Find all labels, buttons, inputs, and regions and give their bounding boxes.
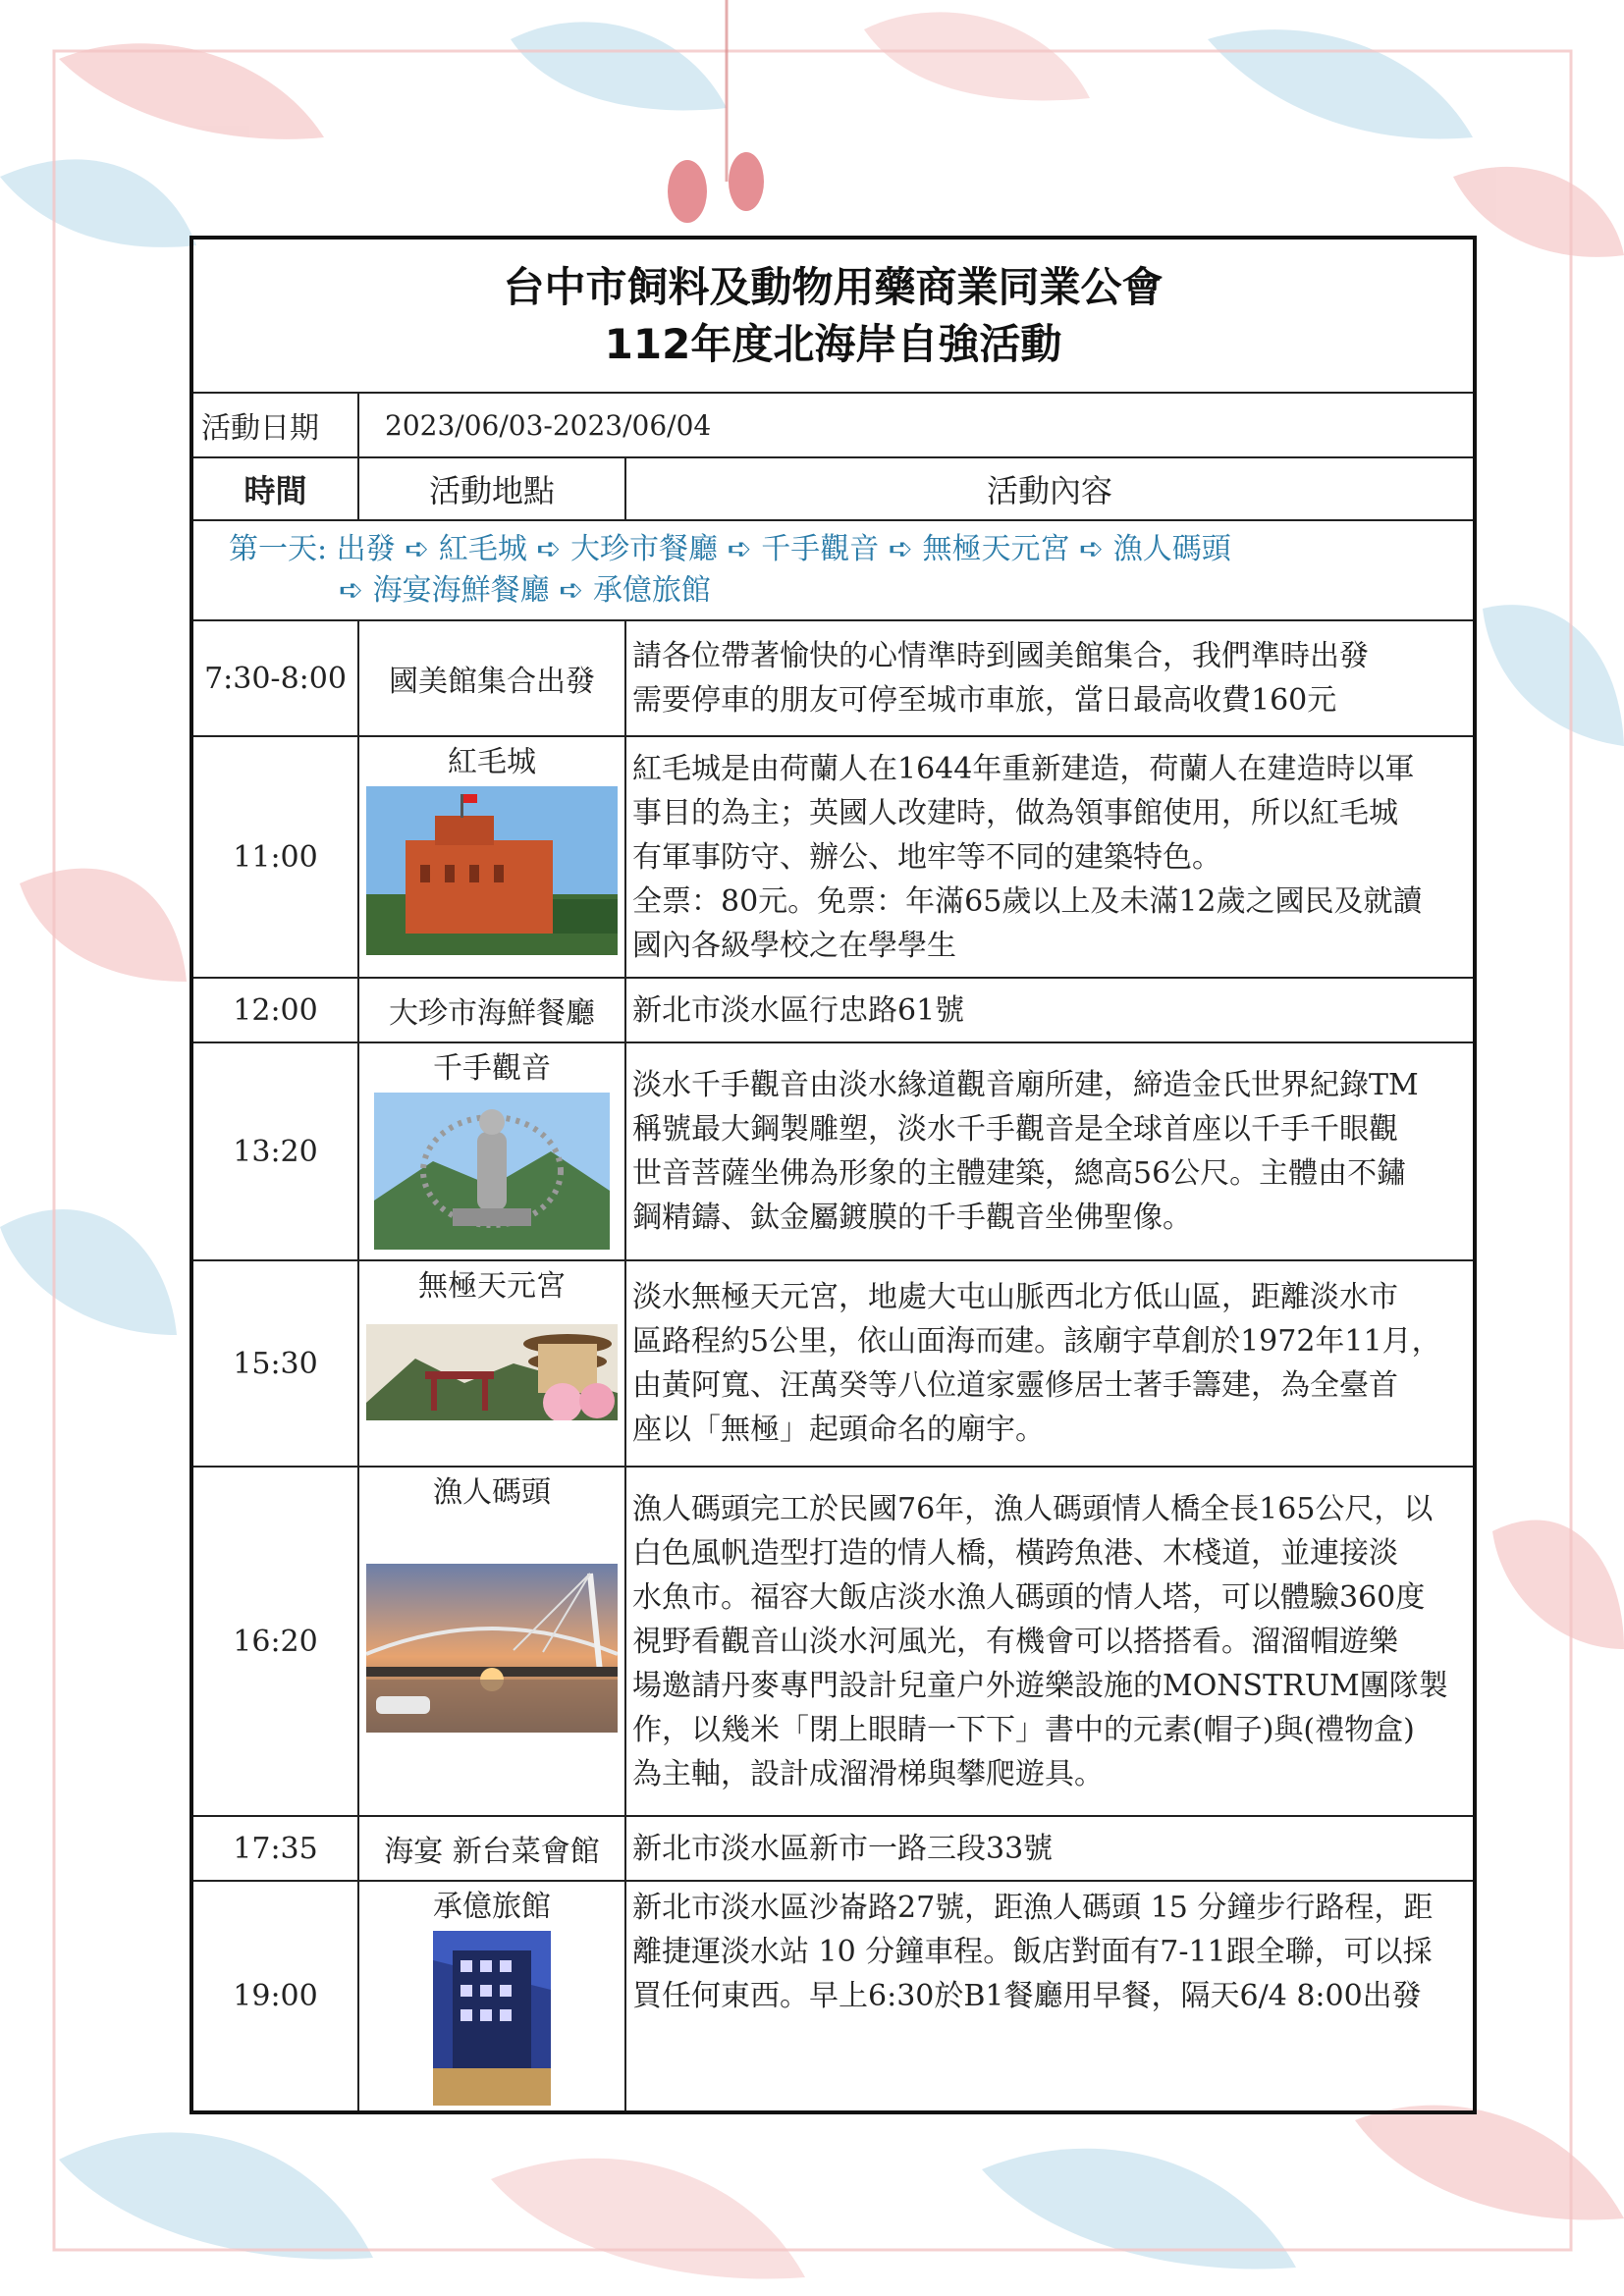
content-line: 為主軸，設計成溜滑梯與攀爬遊具。 [632, 1756, 1104, 1791]
row-time: 19:00 [191, 1881, 358, 2112]
date-value: 2023/06/03-2023/06/04 [358, 393, 1475, 457]
content-line: 新北市淡水區新市一路三段33號 [632, 1831, 1054, 1866]
row-place: 千手觀音 [433, 1051, 551, 1086]
temple-photo [366, 1324, 618, 1420]
content-line: 國內各級學校之在學學生 [632, 928, 956, 963]
table-row [191, 1881, 1475, 2112]
row-content [625, 1816, 1475, 1881]
header-row [191, 457, 1475, 520]
date-row [191, 393, 1475, 457]
header-place: 活動地點 [358, 457, 625, 520]
content-line: 新北市淡水區行忠路61號 [632, 992, 965, 1028]
row-content [625, 1881, 1475, 2112]
row-content [625, 620, 1475, 736]
table-row [191, 1816, 1475, 1881]
content-line: 由黃阿寬、汪萬癸等八位道家靈修居士著手籌建，為全臺首 [632, 1368, 1398, 1403]
content-line: 事目的為主；英國人改建時，做為領事館使用，所以紅毛城 [632, 795, 1398, 830]
table-row [191, 1042, 1475, 1260]
title-row [191, 238, 1475, 393]
row-place-cell [358, 1042, 625, 1260]
route-line-2: ➪ 海宴海鮮餐廳 ➪ 承億旅館 [339, 573, 711, 608]
itinerary-table [189, 236, 1477, 2114]
content-line: 請各位帶著愉快的心情準時到國美館集合，我們準時出發 [632, 639, 1369, 673]
table-row [191, 978, 1475, 1042]
content-line: 白色風帆造型打造的情人橋，橫跨魚港、木棧道，並連接淡 [632, 1535, 1398, 1571]
content-line: 水魚市。福容大飯店淡水漁人碼頭的情人塔，可以體驗360度 [632, 1579, 1426, 1615]
content-line: 區路程約5公里，依山面海而建。該廟宇草創於1972年11月， [632, 1324, 1441, 1359]
content-line: 淡水無極天元宮，地處大屯山脈西北方低山區，距離淡水市 [632, 1280, 1398, 1314]
content-line: 全票：80元。免票：年滿65歲以上及未滿12歲之國民及就讀 [632, 883, 1423, 919]
row-content [625, 1467, 1475, 1816]
row-time: 15:30 [191, 1260, 358, 1467]
row-place-cell [358, 1881, 625, 2112]
route-line-1: 第一天: 出發 ➪ 紅毛城 ➪ 大珍市餐廳 ➪ 千手觀音 ➪ 無極天元宮 ➪ 漁人碼頭 [229, 532, 1231, 566]
content-line: 新北市淡水區沙崙路27號，距漁人碼頭 15 分鐘步行路程，距 [632, 1891, 1434, 1925]
content-line: 作，以幾米「閉上眼睛一下下」書中的元素(帽子)與(禮物盒) [632, 1712, 1415, 1747]
header-time: 時間 [191, 457, 358, 520]
guanyin-statue-photo [374, 1093, 610, 1250]
header-content: 活動內容 [625, 457, 1475, 520]
fishermans-wharf-photo [366, 1564, 618, 1733]
content-line: 需要停車的朋友可停至城市車旅，當日最高收費160元 [632, 683, 1337, 718]
row-content [625, 1260, 1475, 1467]
row-time: 7:30-8:00 [191, 620, 358, 736]
content-line: 紅毛城是由荷蘭人在1644年重新建造，荷蘭人在建造時以軍 [632, 751, 1415, 786]
row-place-cell [358, 736, 625, 978]
row-time: 12:00 [191, 978, 358, 1042]
table-row [191, 1260, 1475, 1467]
table-row [191, 1467, 1475, 1816]
content-line: 視野看觀音山淡水河風光，有機會可以搭搭看。溜溜帽遊樂 [632, 1624, 1398, 1659]
row-content [625, 736, 1475, 978]
content-line: 漁人碼頭完工於民國76年，漁人碼頭情人橋全長165公尺，以 [632, 1491, 1434, 1526]
content-line: 有軍事防守、辦公、地牢等不同的建築特色。 [632, 839, 1221, 875]
route-row [191, 520, 1475, 620]
hotel-photo [433, 1931, 551, 2106]
content-line: 座以「無極」起頭命名的廟宇。 [632, 1413, 1045, 1447]
content-line: 鋼精鑄、鈦金屬鍍膜的千手觀音坐佛聖像。 [632, 1201, 1192, 1235]
row-time: 16:20 [191, 1467, 358, 1816]
row-place: 紅毛城 [448, 745, 536, 779]
title-line-2: 112年度北海岸自強活動 [604, 319, 1062, 368]
row-place: 承億旅館 [433, 1890, 551, 1924]
content-line: 世音菩薩坐佛為形象的主體建築，總高56公尺。主體由不鏽 [632, 1156, 1407, 1191]
table-row [191, 620, 1475, 736]
row-content [625, 978, 1475, 1042]
row-place: 無極天元宮 [418, 1269, 566, 1304]
row-time: 13:20 [191, 1042, 358, 1260]
row-place-cell [358, 1467, 625, 1816]
title-block [191, 238, 1475, 393]
route-summary [191, 520, 1475, 620]
fort-photo [366, 786, 618, 955]
title-line-1: 台中市飼料及動物用藥商業同業公會 [503, 262, 1164, 311]
date-label: 活動日期 [191, 393, 358, 457]
row-place: 海宴 新台菜會館 [358, 1816, 625, 1881]
content-line: 淡水千手觀音由淡水緣道觀音廟所建，締造金氏世界紀錄TM [632, 1068, 1419, 1102]
content-line: 離捷運淡水站 10 分鐘車程。飯店對面有7-11跟全聯，可以採 [632, 1935, 1433, 1969]
content-line: 買任何東西。早上6:30於B1餐廳用早餐，隔天6/4 8:00出發 [632, 1979, 1422, 2013]
row-time: 11:00 [191, 736, 358, 978]
content-line: 稱號最大鋼製雕塑，淡水千手觀音是全球首座以千手千眼觀 [632, 1112, 1398, 1147]
row-content [625, 1042, 1475, 1260]
row-place: 漁人碼頭 [433, 1475, 551, 1510]
content-line: 場邀請丹麥專門設計兒童户外遊樂設施的MONSTRUM團隊製 [632, 1668, 1448, 1703]
row-place: 國美館集合出發 [358, 620, 625, 736]
row-place-cell [358, 1260, 625, 1467]
row-time: 17:35 [191, 1816, 358, 1881]
row-place: 大珍市海鮮餐廳 [358, 978, 625, 1042]
table-row [191, 736, 1475, 978]
